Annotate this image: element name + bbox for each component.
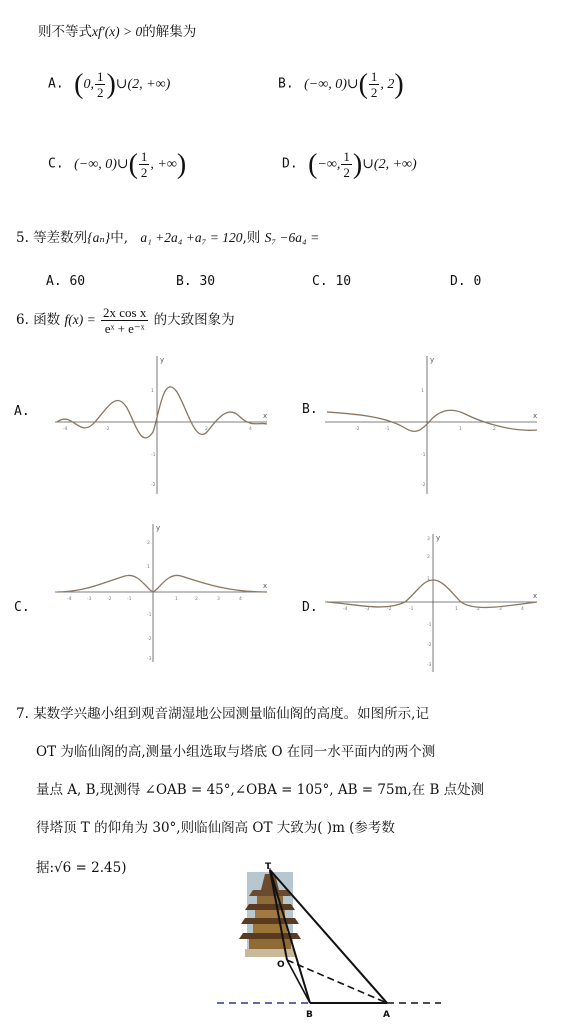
svg-text:2: 2 [205, 427, 208, 432]
q7-line-1 [16, 702, 429, 722]
svg-text:-4: -4 [63, 427, 68, 432]
q5-text: ,则 [242, 230, 261, 246]
svg-text:1: 1 [151, 389, 154, 394]
svg-text:-1: -1 [147, 613, 152, 618]
option-label: A. [48, 76, 64, 92]
svg-text:3: 3 [427, 537, 430, 542]
svg-text:-2: -2 [151, 483, 156, 488]
graph-label-a: A. [14, 404, 30, 419]
svg-text:3: 3 [499, 607, 502, 612]
svg-text:2: 2 [147, 541, 150, 546]
svg-text:-2: -2 [421, 483, 426, 488]
option-text: (0, $\frac{1}{2}$ )∪(2, +∞) [74, 68, 171, 100]
q6-text: 的大致图象为 [153, 312, 235, 328]
y-axis-label: y [156, 524, 161, 532]
svg-text:-4: -4 [343, 607, 348, 612]
q7-line-5: 据:√6 = 2.45) [36, 860, 127, 876]
svg-text:1: 1 [175, 597, 178, 602]
option-text: (−∞, 0)∪( $\frac{1}{2}$ , +∞) [74, 148, 187, 180]
q5-ask: S₇ −6a₄ = [264, 230, 320, 245]
option-text: (−∞, 0)∪( $\frac{1}{2}$ , 2) [304, 68, 404, 100]
q4-option-d [282, 150, 417, 179]
q4-option-b [278, 70, 404, 99]
y-axis-label: y [436, 534, 441, 542]
svg-text:-2: -2 [147, 637, 152, 642]
point-o-label: O [277, 960, 285, 970]
svg-text:2: 2 [195, 597, 198, 602]
q6-stem [16, 306, 235, 335]
graph-label-b: B. [302, 402, 318, 417]
x-axis-label: x [533, 592, 538, 600]
tick-labels [67, 540, 242, 662]
graph-label-c: C. [14, 600, 30, 615]
svg-text:-2: -2 [427, 643, 432, 648]
svg-text:3: 3 [217, 597, 220, 602]
q5-sequence: {aₙ} [87, 230, 111, 245]
svg-text:2: 2 [477, 607, 480, 612]
x-axis-label: x [533, 412, 538, 420]
curve [57, 575, 267, 592]
svg-text:-1: -1 [427, 623, 432, 628]
q5-text: 等差数列 [33, 230, 88, 246]
q5-stem [16, 226, 319, 246]
q6-function: f(x) = [64, 312, 96, 327]
svg-text:4: 4 [521, 607, 524, 612]
option-label: C. [48, 156, 64, 172]
segment-oa [287, 960, 387, 1003]
q6-fraction: $\frac{\text{2x cos x}}{\text{eˣ + e⁻ˣ}}$ [103, 305, 147, 336]
svg-text:1: 1 [421, 389, 424, 394]
svg-text:-2: -2 [355, 427, 360, 432]
q5-equation: a₁ +2a₄ +a₇ = 120 [140, 230, 243, 245]
svg-text:1: 1 [427, 577, 430, 582]
curve [327, 580, 537, 607]
graph-c [55, 520, 270, 665]
svg-text:-1: -1 [151, 453, 156, 458]
svg-text:-3: -3 [427, 663, 432, 668]
svg-text:-1: -1 [421, 453, 426, 458]
q4-option-c [48, 150, 186, 179]
svg-text:-1: -1 [409, 607, 414, 612]
q4-option-a [48, 70, 170, 99]
svg-text:1: 1 [147, 565, 150, 570]
q5-option-c: C. 10 [312, 274, 352, 289]
svg-text:2: 2 [427, 555, 430, 560]
q5-text: 中, [110, 230, 129, 246]
q7-line-2: OT 为临仙阁的高,测量小组选取与塔底 O 在同一水平面内的两个测 [36, 744, 436, 760]
svg-text:-2: -2 [105, 427, 110, 432]
svg-text:2: 2 [493, 427, 496, 432]
svg-text:-2: -2 [107, 597, 112, 602]
svg-text:-1: -1 [385, 427, 390, 432]
q7-figure [215, 860, 450, 1020]
svg-text:-1: -1 [127, 597, 132, 602]
q7-line-4: 得塔顶 T 的仰角为 30°,则临仙阁高 OT 大致为( )m (参考数 [36, 820, 395, 836]
x-axis-label: x [263, 582, 268, 590]
point-b-label: B [306, 1010, 313, 1020]
svg-text:1: 1 [459, 427, 462, 432]
point-a-label: A [383, 1010, 390, 1020]
graph-label-d: D. [302, 600, 318, 615]
y-axis-label: y [430, 356, 435, 364]
curve [57, 387, 267, 438]
graph-d [325, 530, 540, 675]
x-axis-label: x [263, 412, 268, 420]
svg-text:4: 4 [249, 427, 252, 432]
point-t-label: T [265, 862, 272, 872]
svg-text:1: 1 [455, 607, 458, 612]
svg-text:-2: -2 [387, 607, 392, 612]
q4-stem-suffix: 的解集为 [142, 24, 197, 40]
svg-text:-3: -3 [365, 607, 370, 612]
svg-text:-3: -3 [87, 597, 92, 602]
q7-text: 某数学兴趣小组到观音湖湿地公园测量临仙阁的高度。如图所示,记 [33, 706, 429, 722]
q4-stem-prefix: 则不等式 [38, 24, 92, 40]
q6-number: 6. [16, 312, 29, 328]
svg-text:-3: -3 [147, 657, 152, 662]
graph-b [325, 352, 540, 497]
tick-labels [355, 388, 496, 488]
q4-stem [38, 20, 196, 40]
q6-text: 函数 [33, 312, 61, 328]
q5-number: 5. [16, 230, 29, 246]
q5-option-d: D. 0 [450, 274, 482, 289]
q4-stem-math: xf′(x) > 0 [92, 24, 143, 39]
option-label: D. [282, 156, 298, 172]
option-label: B. [278, 76, 294, 92]
svg-text:4: 4 [239, 597, 242, 602]
q7-number: 7. [16, 706, 29, 722]
tick-labels [63, 388, 252, 488]
q5-option-b: B. 30 [176, 274, 216, 289]
svg-text:-4: -4 [67, 597, 72, 602]
q7-line-3: 量点 A, B,现测得 ∠OAB = 45°,∠OBA = 105°, AB = 75m,在 B 点处测 [36, 782, 485, 798]
option-text: (−∞, $\frac{1}{2}$ )∪(2, +∞) [308, 148, 417, 180]
y-axis-label: y [160, 356, 165, 364]
q5-option-a: A. 60 [46, 274, 86, 289]
graph-a [55, 352, 270, 497]
